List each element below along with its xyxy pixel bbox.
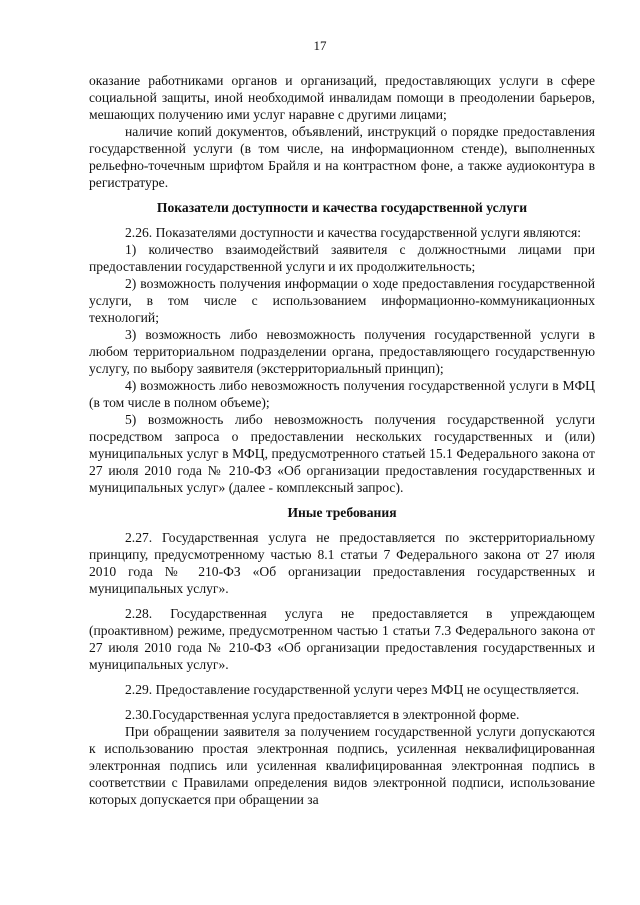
paragraph: 2.30.Государственная услуга предоставляется в электронной форме. xyxy=(125,707,520,722)
paragraph: 2.26. Показателями доступности и качества государственной услуги являются: xyxy=(125,225,581,240)
list-item: 1) количество взаимодействий заявителя с должностными лицами при предоставлении государственной услуги и их продолжительность; xyxy=(89,242,595,274)
document-body xyxy=(89,72,595,808)
list-item: 4) возможность либо невозможность получения государственной услуги в МФЦ (в том числе в полном объеме); xyxy=(89,378,595,410)
list-item: 3) возможность либо невозможность получения государственной услуги в любом территориальном подразделении органа, предоставляющего государственную услугу, по выбору заявителя (экстерриториальный принцип); xyxy=(89,327,595,376)
paragraph: наличие копий документов, объявлений, инструкций о порядке предоставления государственной услуги (в том числе, на информационном стенде), выполненных рельефно-точечным шрифтом Брайля и на контрастном фоне, а также аудиоконтура в регистратуре. xyxy=(89,124,595,190)
paragraph: 2.29. Предоставление государственной услуги через МФЦ не осуществляется. xyxy=(125,682,580,697)
paragraph: При обращении заявителя за получением государственной услуги допускаются к использованию простая электронная подпись, усиленная неквалифицированная электронная подпись или усиленная квалифицированная электронная подпись в соответствии с Правилами определения видов электронной подписи, использование которых допускается при обращении за xyxy=(89,724,595,807)
list-item: 5) возможность либо невозможность получения государственной услуги посредством запроса о предоставлении нескольких государственных и (или) муниципальных услуг в МФЦ, предусмотренного статьей 15.1 Федерального закона от 27 июля 2010 года № 210-ФЗ «Об организации предоставления государственных и муниципальных услуг» (далее - комплексный запрос). xyxy=(89,412,595,495)
section-heading: Иные требования xyxy=(287,505,397,520)
list-item: 2) возможность получения информации о ходе предоставления государственной услуги, в том числе с использованием информационно-коммуникационных технологий; xyxy=(89,276,595,325)
paragraph: 2.28. Государственная услуга не предоставляется в упреждающем (проактивном) режиме, предусмотренном частью 1 статьи 7.3 Федерального закона от 27 июля 2010 года № 210-ФЗ «Об организации предоставления государственных и муниципальных услуг». xyxy=(89,606,595,672)
paragraph: 2.27. Государственная услуга не предоставляется по экстерриториальному принципу, предусмотренному частью 8.1 статьи 7 Федерального закона от 27 июля 2010 года № 210-ФЗ «Об организации предоставления государственных и муниципальных услуг». xyxy=(89,530,595,596)
page-number: 17 xyxy=(313,38,327,53)
section-heading: Показатели доступности и качества государственной услуги xyxy=(156,200,528,215)
paragraph: оказание работниками органов и организаций, предоставляющих услуги в сфере социальной защиты, иной необходимой инвалидам помощи в преодолении барьеров, мешающих получению ими услуг наравне с другими лицами; xyxy=(89,73,595,122)
